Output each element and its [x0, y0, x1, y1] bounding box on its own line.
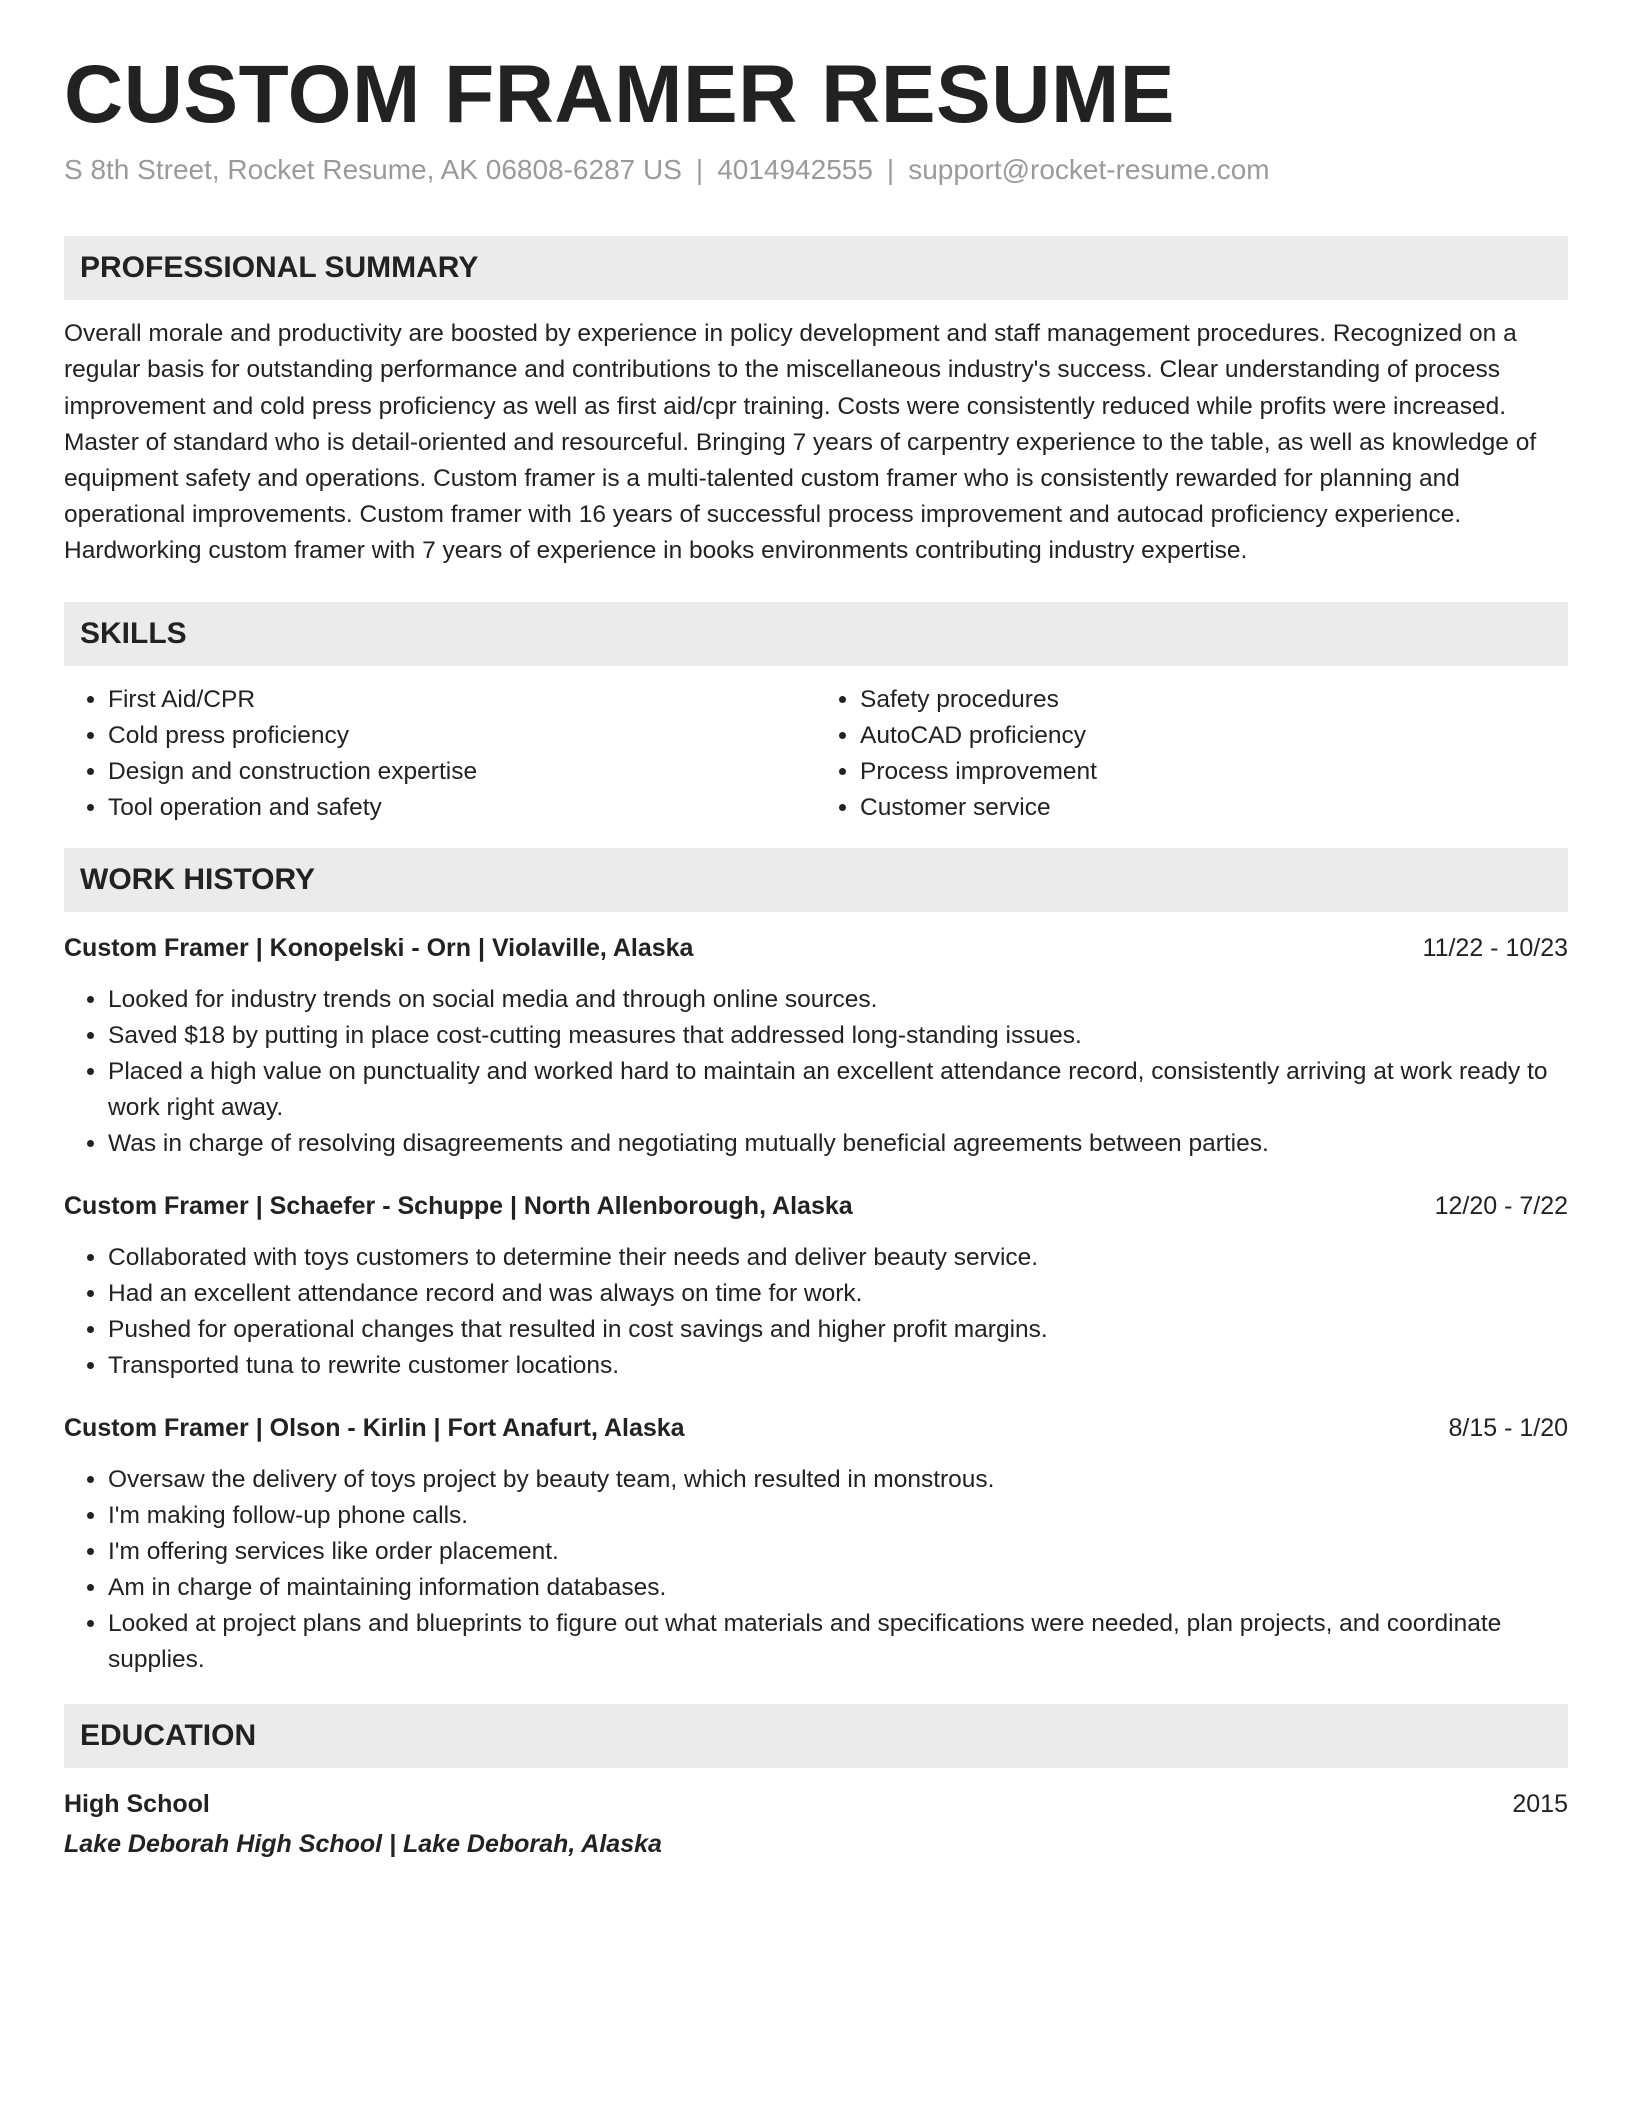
education-school: Lake Deborah High School | Lake Deborah, Alaska — [64, 1829, 662, 1858]
skill-item: • Process improvement — [860, 754, 1568, 790]
job-bullets — [64, 982, 1568, 1162]
job-entry — [64, 930, 1568, 1162]
job-bullet: • Looked at project plans and blueprints to figure out what materials and specifications were needed, plan projects, and coordinate supplies. — [108, 1606, 1568, 1678]
job-heading-row — [64, 1410, 1568, 1446]
contact-email: support@rocket-resume.com — [908, 154, 1270, 186]
skills-section-header: SKILLS — [64, 602, 1568, 666]
job-bullets — [64, 1240, 1568, 1384]
contact-address: S 8th Street, Rocket Resume, AK 06808-6287 US — [64, 154, 682, 186]
job-bullet: • Am in charge of maintaining information databases. — [108, 1570, 1568, 1606]
job-entry — [64, 1188, 1568, 1384]
job-bullet: • I'm offering services like order placement. — [108, 1534, 1568, 1570]
skill-item: • AutoCAD proficiency — [860, 718, 1568, 754]
contact-separator: | — [886, 154, 895, 186]
job-bullet: • Was in charge of resolving disagreements and negotiating mutually beneficial agreements between parties. — [108, 1126, 1568, 1162]
work-history-section-header: WORK HISTORY — [64, 848, 1568, 912]
job-dates: 11/22 - 10/23 — [1422, 933, 1568, 962]
job-bullet: • I'm making follow-up phone calls. — [108, 1498, 1568, 1534]
job-bullet: • Placed a high value on punctuality and worked hard to maintain an excellent attendance record, consistently arriving at work ready to work right away. — [108, 1054, 1568, 1126]
skill-item: • Safety procedures — [860, 682, 1568, 718]
contact-separator: | — [695, 154, 704, 186]
skill-item: • Cold press proficiency — [108, 718, 816, 754]
job-heading-row — [64, 1188, 1568, 1224]
summary-section-header: PROFESSIONAL SUMMARY — [64, 236, 1568, 300]
education-year: 2015 — [1512, 1789, 1568, 1818]
resume-title: CUSTOM FRAMER RESUME — [64, 49, 1175, 140]
job-bullets — [64, 1462, 1568, 1678]
education-section-header: EDUCATION — [64, 1704, 1568, 1768]
contact-phone: 4014942555 — [717, 154, 873, 186]
job-dates: 12/20 - 7/22 — [1434, 1191, 1568, 1220]
job-heading: Custom Framer | Olson - Kirlin | Fort Anafurt, Alaska — [64, 1413, 685, 1442]
skills-column-left — [64, 682, 816, 826]
job-heading: Custom Framer | Konopelski - Orn | Violaville, Alaska — [64, 933, 694, 962]
skill-item: • Customer service — [860, 790, 1568, 826]
education-degree: High School — [64, 1789, 210, 1818]
job-bullet: • Oversaw the delivery of toys project by beauty team, which resulted in monstrous. — [108, 1462, 1568, 1498]
job-heading-row — [64, 930, 1568, 966]
skill-item: • Tool operation and safety — [108, 790, 816, 826]
job-bullet: • Pushed for operational changes that resulted in cost savings and higher profit margins. — [108, 1312, 1568, 1348]
job-bullet: • Had an excellent attendance record and was always on time for work. — [108, 1276, 1568, 1312]
job-bullet: • Saved $18 by putting in place cost-cutting measures that addressed long-standing issues. — [108, 1018, 1568, 1054]
education-row — [64, 1786, 1568, 1822]
skills-grid — [64, 682, 1568, 826]
job-bullet: • Looked for industry trends on social media and through online sources. — [108, 982, 1568, 1018]
skills-column-right — [816, 682, 1568, 826]
skill-item: • Design and construction expertise — [108, 754, 816, 790]
job-dates: 8/15 - 1/20 — [1448, 1413, 1568, 1442]
job-bullet: • Transported tuna to rewrite customer locations. — [108, 1348, 1568, 1384]
summary-text: Overall morale and productivity are boosted by experience in policy development and staff management procedures. Recognized on a regular basis for outstanding performance and contributions to the miscellaneous industry's success. Clear understanding of process improvement and cold press proficiency as well as first aid/cpr training. Costs were consistently reduced while profits were increased. Master of standard who is detail-oriented and resourceful. Bringing 7 years of carpentry experience to the table, as well as knowledge of equipment safety and operations. Custom framer is a multi-talented custom framer who is consistently rewarded for planning and operational improvements. Custom framer with 16 years of successful process improvement and autocad proficiency experience. Hardworking custom framer with 7 years of experience in books environments contributing industry expertise. — [64, 320, 1537, 565]
job-bullet: • Collaborated with toys customers to determine their needs and deliver beauty service. — [108, 1240, 1568, 1276]
job-entry — [64, 1410, 1568, 1678]
contact-line — [64, 154, 1568, 186]
job-heading: Custom Framer | Schaefer - Schuppe | North Allenborough, Alaska — [64, 1191, 853, 1220]
skill-item: • First Aid/CPR — [108, 682, 816, 718]
